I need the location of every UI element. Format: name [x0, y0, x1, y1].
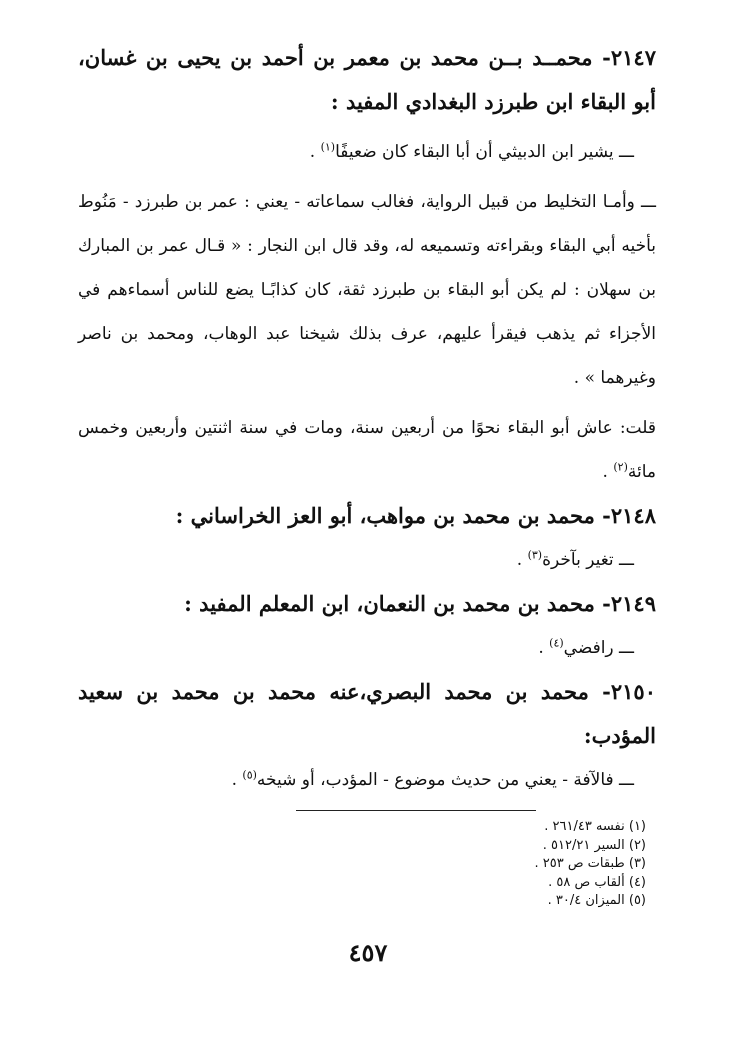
end-punct: . [516, 550, 528, 570]
paragraph-text: ـــ رافضي [563, 638, 634, 658]
paragraph-text: قلت: عاش أبو البقاء نحوًا من أربعين سنة، ومات في سنة اثنتين وأربعين وخمس مائة [78, 418, 656, 482]
entry-2147-paragraph-3 [78, 406, 656, 494]
entry-2149-text [78, 626, 656, 670]
entry-heading-2148: ٢١٤٨- محمد بن محمد بن مواهب، أبو العز الخراساني : [175, 503, 656, 528]
footnote-mark-1: (١) [320, 140, 336, 154]
footnote-mark-2: (٢) [613, 460, 628, 474]
entry-2150-text [78, 758, 656, 802]
footnote-mark-4: (٤) [549, 636, 564, 650]
end-punct: . [538, 638, 550, 658]
footnotes [534, 818, 646, 911]
entry-heading-2147: ٢١٤٧- محمــد بــن محمد بن معمر بن أحمد بن يحيى بن غسان، أبو البقاء ابن طبرزد البغدادي المفيد : [78, 45, 656, 114]
footnote-5: (٥) الميزان ٣٠/٤ . [547, 893, 646, 908]
page-number: ٤٥٧ [348, 938, 388, 967]
footnote-mark-5: (٥) [242, 768, 257, 782]
paragraph-text: ـــ تغير بآخرة [542, 550, 634, 570]
end-punct: . [602, 462, 614, 482]
entry-heading-2149: ٢١٤٩- محمد بن محمد بن النعمان، ابن المعلم المفيد : [184, 591, 656, 616]
entry-heading-2150: ٢١٥٠- محمد بن محمد البصري،عنه محمد بن محمد بن سعيد المؤدب: [78, 679, 656, 748]
end-punct: . [309, 142, 321, 162]
entry-2148-text [78, 538, 656, 582]
footnote-4: (٤) ألقاب ص ٥٨ . [548, 874, 646, 890]
entry-2147-paragraph-1 [78, 130, 656, 174]
footnote-1: (١) نفسه ٢٦١/٤٣ . [544, 819, 646, 834]
footnote-divider [296, 810, 536, 811]
footnote-2: (٢) السير ٥١٢/٢١ . [542, 837, 646, 853]
paragraph-text: ـــ يشير ابن الدبيثي أن أبا البقاء كان ضعيفًا [335, 142, 634, 162]
footnote-mark-3: (٣) [527, 548, 543, 562]
end-punct: . [231, 770, 243, 790]
entry-2147-paragraph-2: ـــ وأمـا التخليط من قبيل الرواية، فغالب سماعاته - يعني : عمر بن طبرزد - مَنُوط بأخيه أبي البقاء وبقراءته وتسميعه له، وقد قال ابن النجار : « قـال عمر بن المبارك بن سهلان : لم يكن أبو البقاء بن طبرزد ثقة، كان كذابًـا يضع للناس أسماءهم في الأجزاء ثم يذهب فيقرأ عليهم، عرف بذلك شيخنا عبد الوهاب، ومحمد بن ناصر وغيرهما » . [78, 192, 656, 388]
paragraph-text: ـــ فالآفة - يعني من حديث موضوع - المؤدب، أو شيخه [256, 770, 634, 790]
footnote-3: (٣) طبقات ص ٢٥٣ . [534, 856, 646, 871]
page-body [78, 36, 656, 802]
